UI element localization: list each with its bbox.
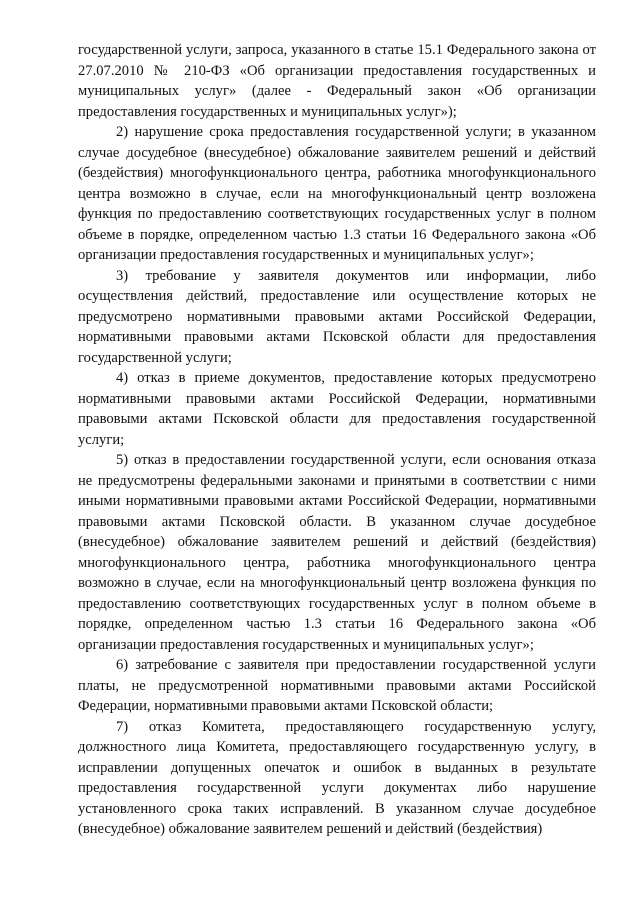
paragraph-item-4: 4) отказ в приеме документов, предоставление которых предусмотрено нормативными правовыми актами Российской Федерации, нормативными правовыми актами Псковской области для предоставления государственной услуги; xyxy=(78,370,596,448)
document-page xyxy=(78,40,596,840)
paragraph-item-2: 2) нарушение срока предоставления государственной услуги; в указанном случае досудебное (внесудебное) обжалование заявителем решений и действий (бездействия) многофункционального центра, работника многофункционального центра возможно в случае, если на многофункциональный центр возложена функция по предоставлению соответствующих государственных услуг в полном объеме в порядке, определенном частью 1.3 статьи 16 Федерального закона «Об организации предоставления государственных и муниципальных услуг»; xyxy=(78,124,596,263)
paragraph-item-3: 3) требование у заявителя документов или информации, либо осуществления действий, предоставление или осуществление которых не предусмотрено нормативными правовыми актами Российской Федерации, нормативными правовыми актами Псковской области для предоставления государственной услуги; xyxy=(78,267,596,366)
paragraph-continuation: государственной услуги, запроса, указанного в статье 15.1 Федерального закона от 27.07.2010 № 210-ФЗ «Об организации предоставления государственных и муниципальных услуг» (далее - Федеральный закон «Об организации предоставления государственных и муниципальных услуг»); xyxy=(78,42,596,120)
paragraph-item-6: 6) затребование с заявителя при предоставлении государственной услуги платы, не предусмотренной нормативными правовыми актами Российской Федерации, нормативными правовыми актами Псковской области; xyxy=(78,657,596,714)
paragraph-item-5: 5) отказ в предоставлении государственной услуги, если основания отказа не предусмотрены федеральными законами и принятыми в соответствии с ними иными нормативными правовыми актами Российской Федерации, нормативными правовыми актами Псковской области. В указанном случае досудебное (внесудебное) обжалование заявителем решений и действий (бездействия) многофункционального центра, работника многофункционального центра возможно в случае, если на многофункциональный центр возложена функция по предоставлению соответствующих государственных услуг в полном объеме в порядке, определенном частью 1.3 статьи 16 Федерального закона «Об организации предоставления государственных и муниципальных услуг»; xyxy=(78,452,596,653)
paragraph-item-7: 7) отказ Комитета, предоставляющего государственную услугу, должностного лица Комитета, предоставляющего государственную услугу, в исправлении допущенных опечаток и ошибок в выданных в результате предоставления государственной услуги документах либо нарушение установленного срока таких исправлений. В указанном случае досудебное (внесудебное) обжалование заявителем решений и действий (бездействия) xyxy=(78,718,596,837)
